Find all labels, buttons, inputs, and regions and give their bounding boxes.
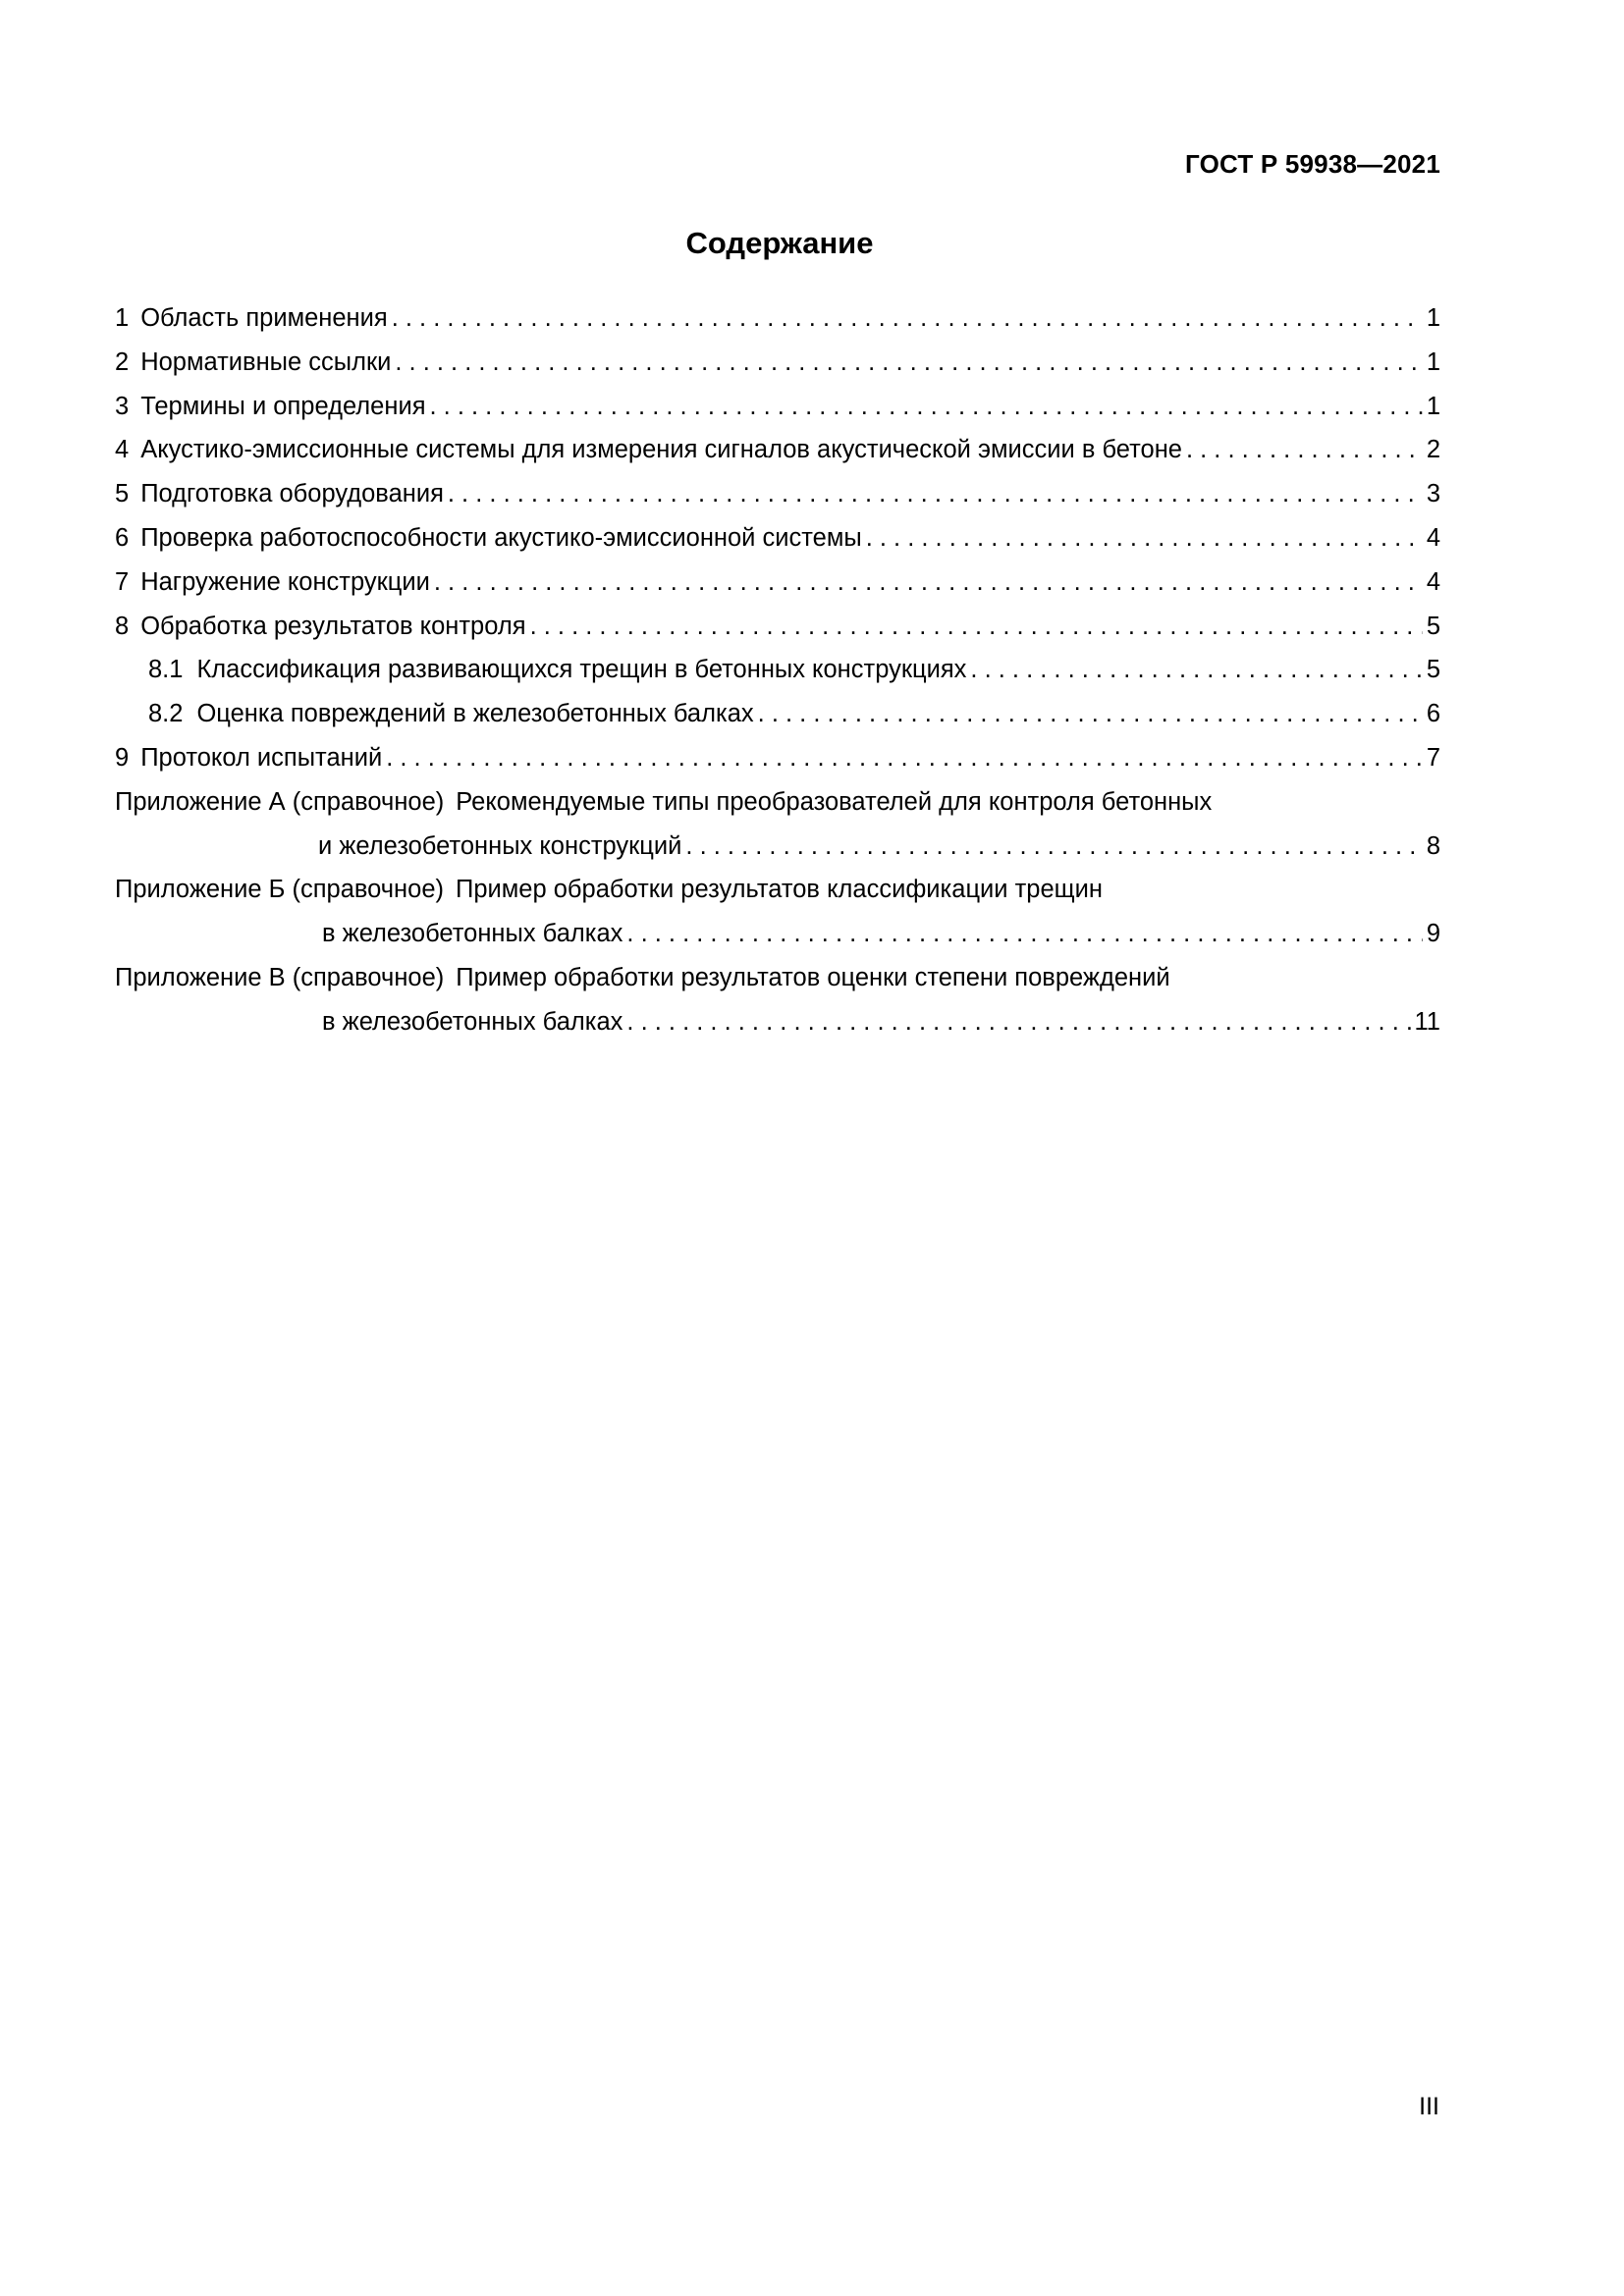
toc-entry-page: 1: [1426, 392, 1440, 420]
toc-entry-number: 1: [115, 304, 130, 332]
toc-entry[interactable]: [115, 736, 1440, 780]
toc-appendix-continuation[interactable]: [115, 912, 1440, 956]
toc-entry-number: 6: [115, 523, 130, 552]
dot-leader: [395, 341, 1422, 385]
toc-entry-number: 3: [115, 392, 130, 420]
toc-entry-label: Классификация развивающихся трещин в бетонных конструкциях: [196, 656, 967, 684]
toc-entry-page: 4: [1426, 567, 1440, 596]
toc-appendix-continuation[interactable]: [115, 825, 1440, 869]
toc-entry-label: Акустико-эмиссионные системы для измерения сигналов акустической эмиссии в бетоне: [140, 436, 1182, 464]
toc-entry-label: Область применения: [140, 304, 388, 332]
dot-leader: [386, 736, 1423, 780]
toc-entry-number: 5: [115, 480, 130, 508]
toc-entry-label: Нормативные ссылки: [140, 347, 392, 376]
appendix-title-line1: Пример обработки результатов классификации трещин: [456, 876, 1103, 904]
appendix-title-line2: в железобетонных балках: [322, 1007, 623, 1036]
appendix-prefix: Приложение В (справочное): [115, 963, 445, 991]
toc-entry-page: 3: [1426, 480, 1440, 508]
toc-appendix-entry[interactable]: [115, 956, 1440, 1000]
table-of-contents: [115, 296, 1440, 1044]
toc-entry[interactable]: [115, 385, 1440, 429]
toc-entry-page: 6: [1426, 700, 1440, 728]
toc-entry-number: 2: [115, 347, 130, 376]
toc-entry[interactable]: [115, 428, 1440, 472]
document-code: ГОСТ Р 59938—2021: [1185, 149, 1440, 179]
dot-leader: [866, 516, 1423, 561]
toc-entry[interactable]: [115, 472, 1440, 516]
toc-entry[interactable]: [115, 605, 1440, 649]
toc-entry-number: 7: [115, 567, 130, 596]
toc-entry-page: 11: [1414, 1007, 1440, 1036]
toc-entry-page: 5: [1426, 656, 1440, 684]
toc-subentry[interactable]: [115, 648, 1440, 692]
appendix-prefix: Приложение Б (справочное): [115, 876, 444, 904]
dot-leader: [970, 648, 1422, 692]
dot-leader: [1186, 428, 1423, 472]
toc-entry-page: 7: [1426, 743, 1440, 772]
dot-leader: [392, 296, 1423, 341]
dot-leader: [430, 385, 1423, 429]
toc-entry-number: 9: [115, 743, 130, 772]
toc-entry-label: Проверка работоспособности акустико-эмиссионной системы: [140, 523, 862, 552]
toc-entry-label: Обработка результатов контроля: [140, 612, 526, 640]
toc-appendix-entry[interactable]: [115, 780, 1440, 825]
dot-leader: [530, 605, 1423, 649]
toc-entry[interactable]: [115, 516, 1440, 561]
toc-entry[interactable]: [115, 296, 1440, 341]
toc-entry-label: Нагружение конструкции: [140, 567, 430, 596]
toc-entry-number: 4: [115, 436, 130, 464]
appendix-title-line2: в железобетонных балках: [322, 920, 623, 948]
dot-leader: [626, 912, 1422, 956]
toc-entry-page: 9: [1426, 920, 1440, 948]
dot-leader: [685, 825, 1422, 869]
toc-entry[interactable]: [115, 341, 1440, 385]
toc-entry[interactable]: [115, 561, 1440, 605]
toc-entry-page: 4: [1426, 523, 1440, 552]
toc-title: Содержание: [685, 226, 874, 260]
dot-leader: [434, 561, 1423, 605]
toc-entry-page: 5: [1426, 612, 1440, 640]
dot-leader: [758, 692, 1423, 736]
page-number: III: [1419, 2093, 1439, 2120]
toc-entry-label: Подготовка оборудования: [140, 480, 444, 508]
toc-appendix-entry[interactable]: [115, 868, 1440, 912]
dot-leader: [448, 472, 1423, 516]
toc-entry-number: 8.1: [148, 656, 184, 684]
toc-entry-label: Протокол испытаний: [140, 743, 383, 772]
appendix-title-line1: Пример обработки результатов оценки степени повреждений: [456, 963, 1170, 991]
toc-entry-page: 8: [1426, 831, 1440, 860]
toc-entry-label: Термины и определения: [140, 392, 426, 420]
toc-entry-number: 8: [115, 612, 130, 640]
toc-entry-number: 8.2: [148, 700, 184, 728]
appendix-title-line1: Рекомендуемые типы преобразователей для контроля бетонных: [456, 787, 1213, 816]
dot-leader: [626, 1000, 1410, 1044]
toc-entry-page: 1: [1426, 304, 1440, 332]
appendix-title-line2: и железобетонных конструкций: [318, 831, 682, 860]
toc-entry-page: 2: [1426, 436, 1440, 464]
toc-entry-label: Оценка повреждений в железобетонных балках: [196, 700, 754, 728]
toc-entry-page: 1: [1426, 347, 1440, 376]
toc-subentry[interactable]: [115, 692, 1440, 736]
appendix-prefix: Приложение А (справочное): [115, 787, 445, 816]
toc-appendix-continuation[interactable]: [115, 1000, 1440, 1044]
